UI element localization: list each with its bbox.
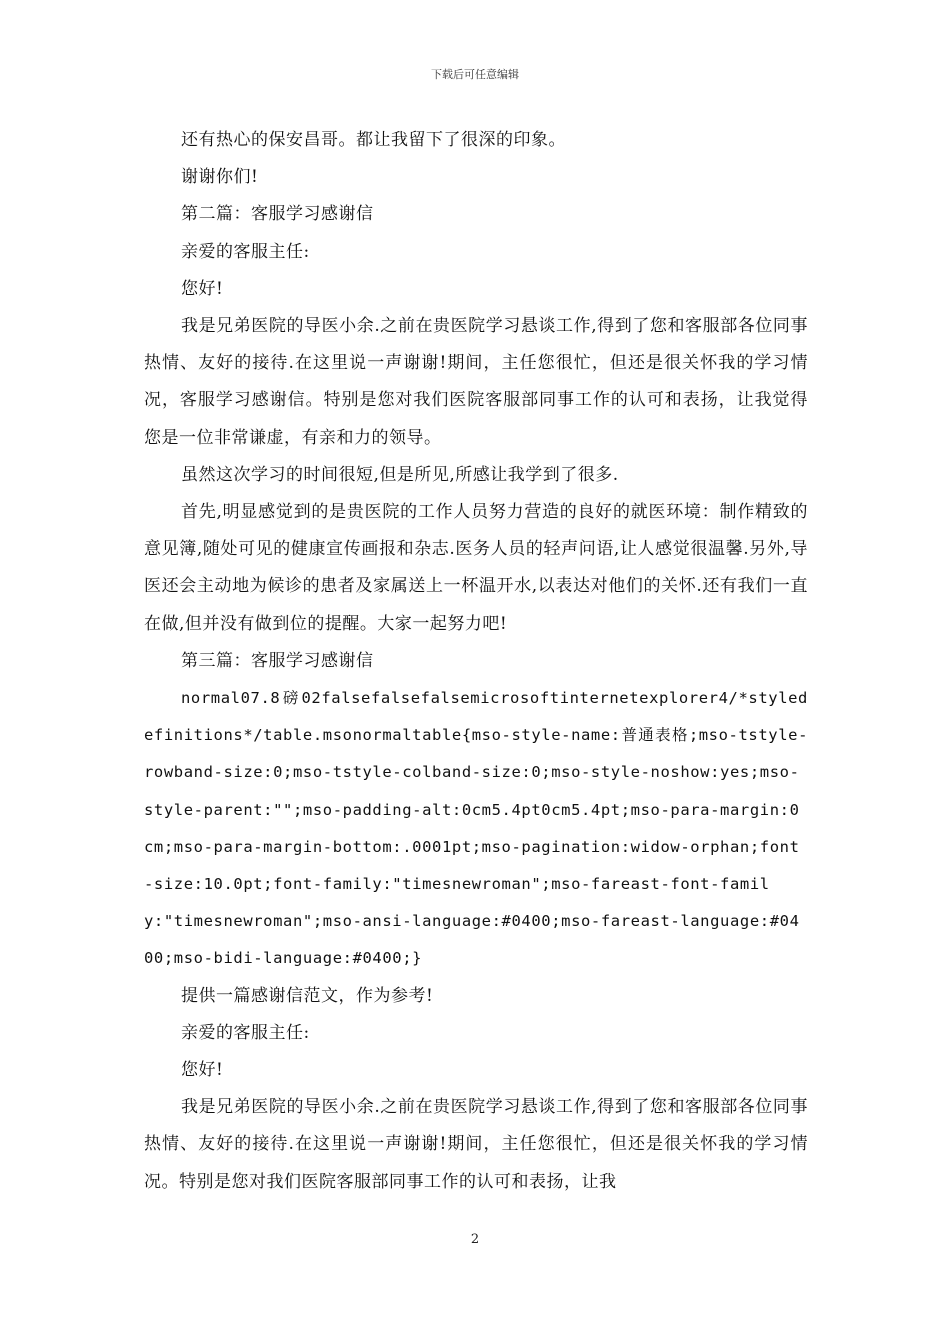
salutation: 亲爱的客服主任: xyxy=(181,241,310,262)
paragraph: 谢谢你们! xyxy=(181,167,259,188)
section-heading: 第三篇：客服学习感谢信 xyxy=(181,650,374,671)
greeting: 您好! xyxy=(181,278,224,299)
paragraph: 我是兄弟医院的导医小余.之前在贵医院学习悬谈工作,得到了您和客服部各位同事热情、友好的接待.在这里说一声谢谢!期间，主任您很忙，但还是很关怀我的学习情况，客服学习感谢信。特别是您对我们医院客服部同事工作的认可和表扬，让我觉得您是一位非常谦虚，有亲和力的领导。 xyxy=(144,316,808,448)
greeting: 您好! xyxy=(181,1060,224,1081)
paragraph: 提供一篇感谢信范文，作为参考! xyxy=(181,985,434,1006)
paragraph: 我是兄弟医院的导医小余.之前在贵医院学习悬谈工作,得到了您和客服部各位同事热情、友好的接待.在这里说一声谢谢!期间，主任您很忙，但还是很关怀我的学习情况。特别是您对我们医院客服部同事工作的认可和表扬，让我 xyxy=(144,1097,808,1192)
paragraph: 还有热心的保安昌哥。都让我留下了很深的印象。 xyxy=(181,130,566,150)
page-number: 2 xyxy=(470,1232,480,1247)
section-heading: 第二篇：客服学习感谢信 xyxy=(181,204,374,225)
paragraph: 首先,明显感觉到的是贵医院的工作人员努力营造的良好的就医环境：制作精致的意见簿,随处可见的健康宣传画报和杂志.医务人员的轻声问语,让人感觉很温馨.另外,导医还会主动地为候诊的患者及家属送上一杯温开水,以表达对他们的关怀.还有我们一直在做,但并没有做到位的提醒。大家一起努力吧! xyxy=(144,502,808,634)
style-definition-text: normal07.8磅02falsefalsefalsemicrosoftinternetexplorer4/*styledefinitions*/table.msonormaltable{mso-style-name:普通表格;mso-tstyle-rowband-size:0;mso-tstyle-colband-size:0;mso-style-noshow:yes;mso-style-parent:"";mso-padding-alt:0cm5.4pt0cm5.4pt;mso-para-margin:0cm;mso-para-margin-bottom:.0001pt;mso-pagination:widow-orphan;font-size:10.0pt;font-family:"timesnewroman";mso-fareast-font-family:"timesnewroman";mso-ansi-language:#0400;mso-fareast-language:#0400;mso-bidi-language:#0400;} xyxy=(144,689,808,968)
paragraph: 虽然这次学习的时间很短,但是所见,所感让我学到了很多. xyxy=(181,464,619,485)
page-header: 下载后可任意编辑 xyxy=(431,68,519,81)
salutation: 亲爱的客服主任: xyxy=(181,1022,310,1043)
document-body xyxy=(144,122,808,1201)
